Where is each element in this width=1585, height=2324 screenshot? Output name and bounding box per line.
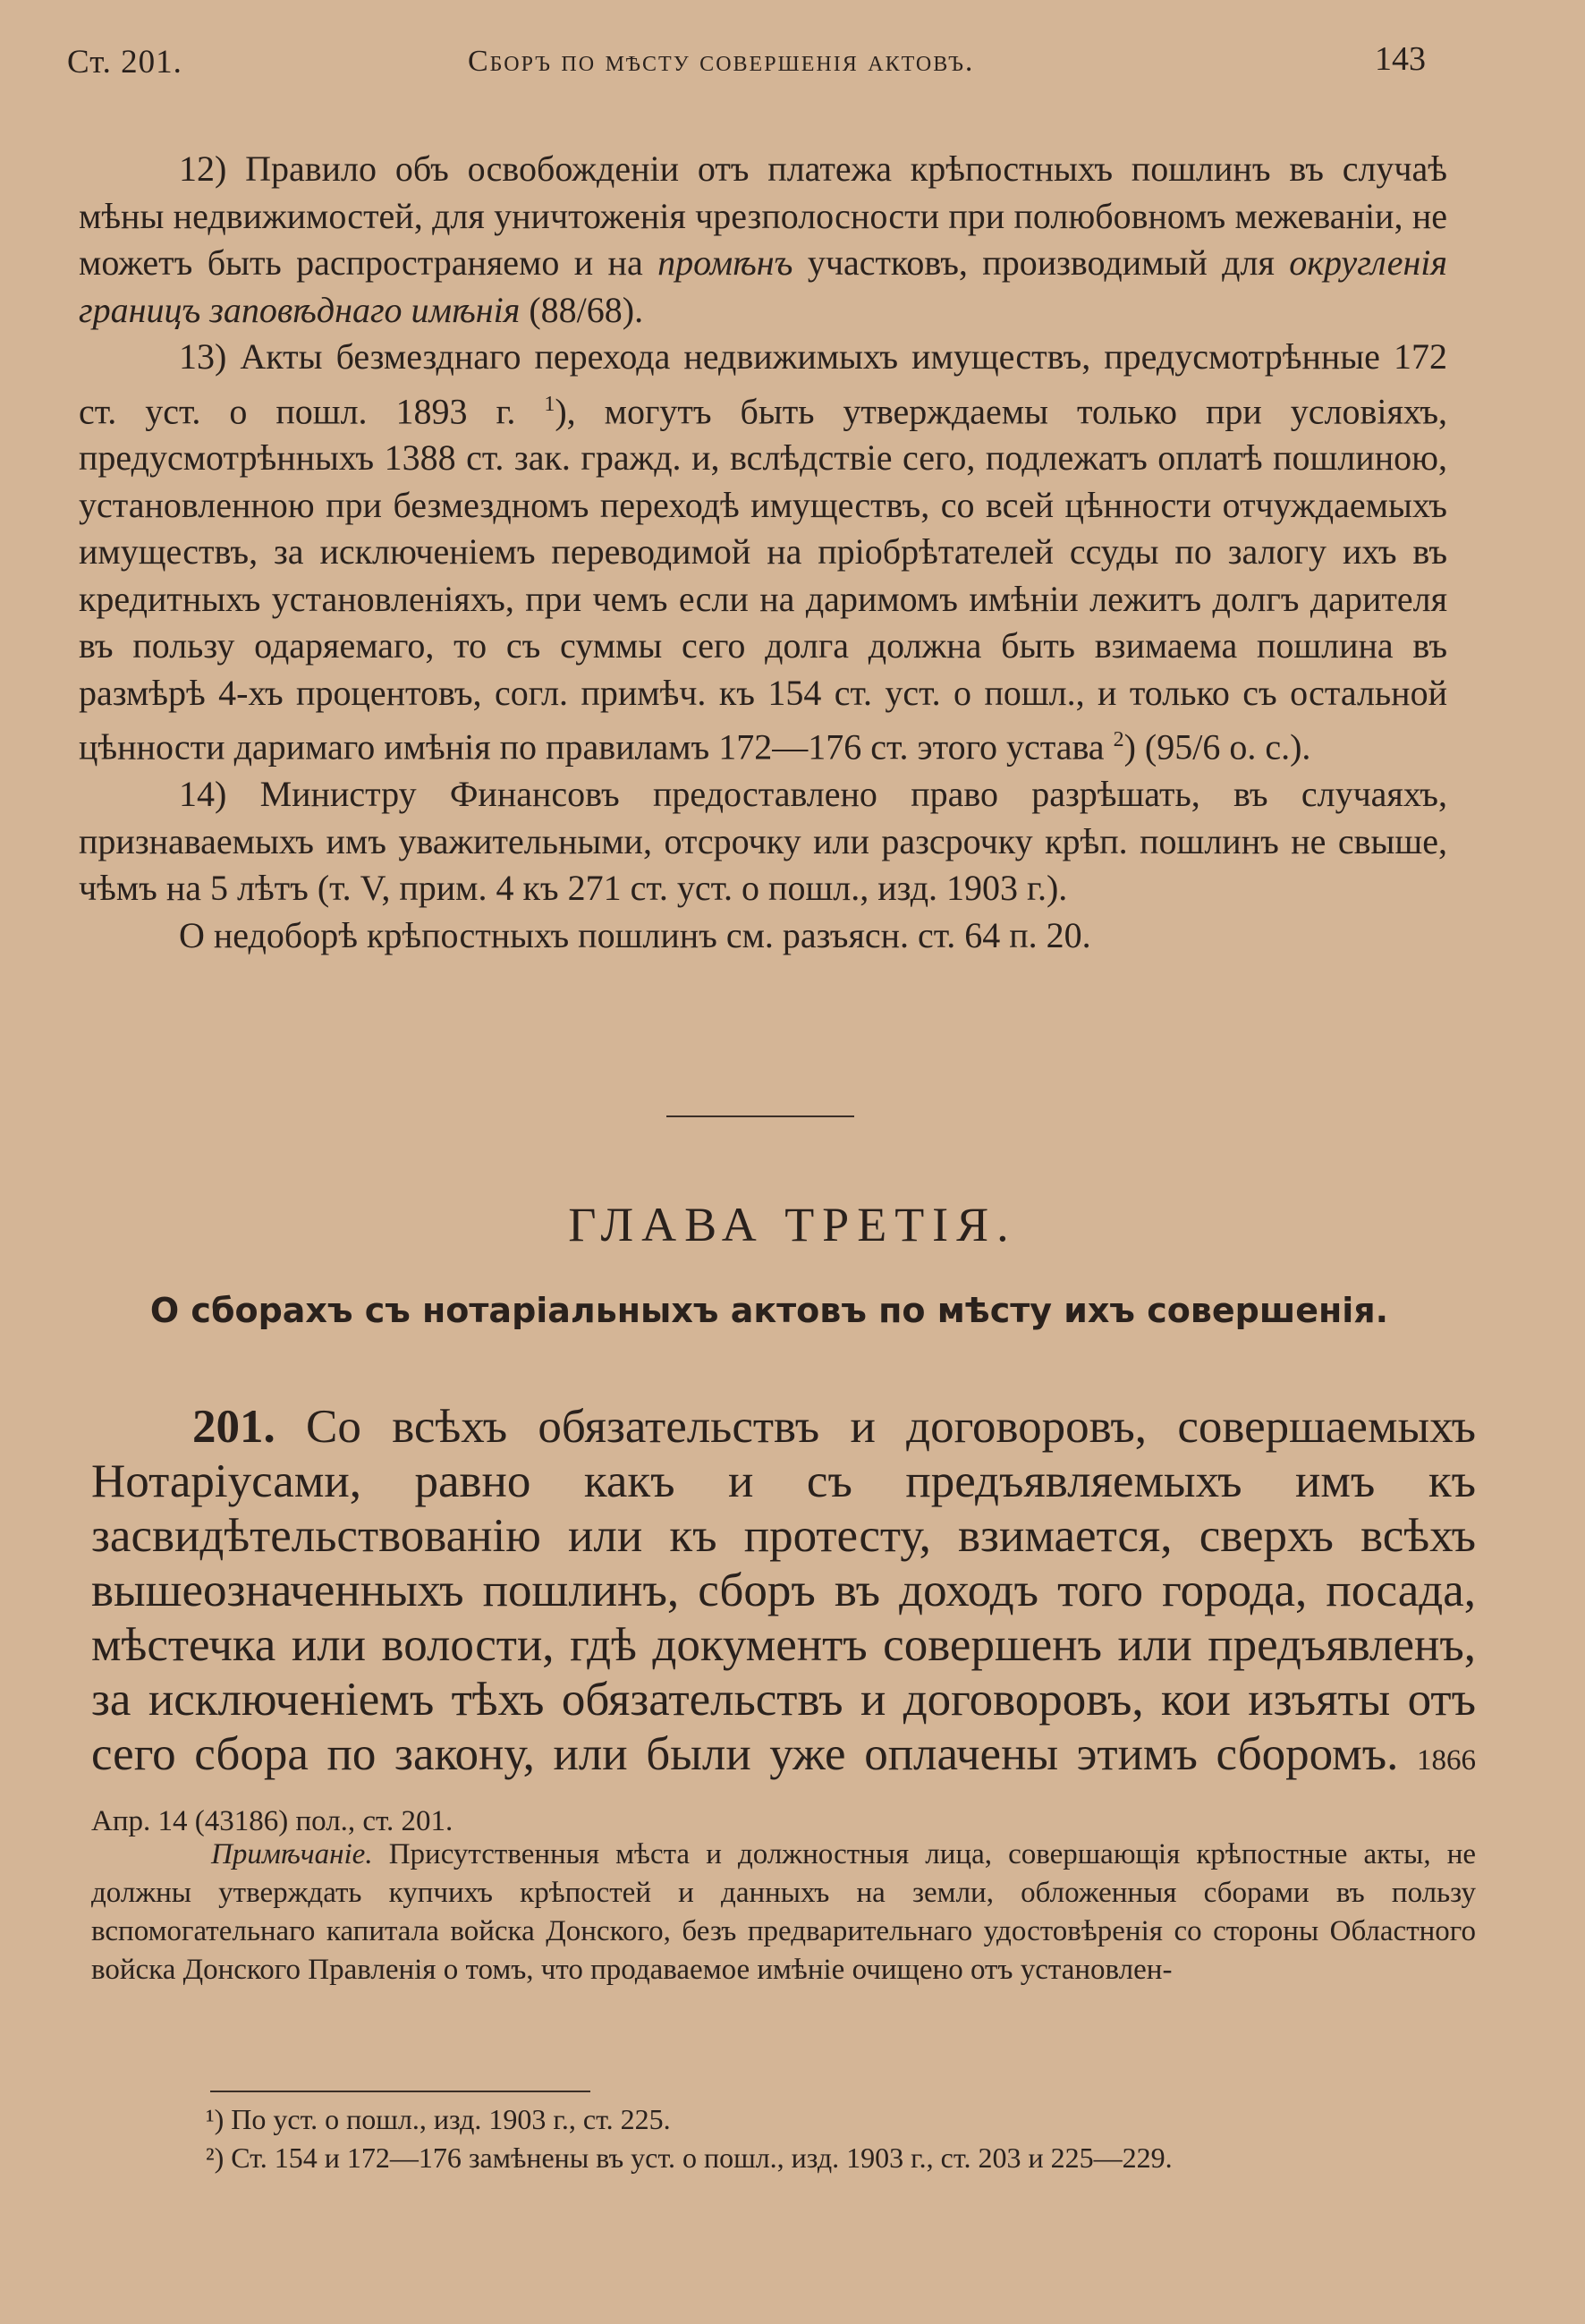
article-ref: Ст. 201. (67, 44, 182, 81)
paragraph-shortfall-ref: О недоборѣ крѣпостныхъ пошлинъ см. разъясн. ст. 64 п. 20. (179, 914, 1091, 955)
note (91, 1836, 1476, 1989)
note-label: Примѣчаніе. (211, 1838, 373, 1870)
article-source: 1866 Апр. 14 (43186) пол., ст. 201. (91, 1744, 1476, 1837)
chapter-subtitle: О сборахъ съ нотаріальныхъ актовъ по мѣсту ихъ совершенія. (149, 1291, 1389, 1330)
footnote-rule (210, 2091, 590, 2092)
footnote-2: ²) Ст. 154 и 172—176 замѣнены въ уст. о пошл., изд. 1903 г., ст. 203 и 225—229. (206, 2142, 1173, 2174)
article-201 (91, 1400, 1476, 1849)
upper-text-block (79, 146, 1447, 959)
note-text: Присутственныя мѣста и должностныя лица, совершающія крѣпостные акты, не должны утверждать купчихъ крѣпостей и данныхъ на земли, обложенныя сборами въ пользу вспомогательнаго капитала войска Донского, безъ предварительнаго удостовѣренія со стороны Областного войска Донского Правленія о томъ, что продаваемое имѣніе очищено отъ установлен- (91, 1838, 1476, 1986)
footnote-ref-2: 2 (1113, 728, 1124, 752)
paragraph-14: 14) Министру Финансовъ предоставлено право разрѣшать, въ случаяхъ, признаваемыхъ имъ уважительными, отсрочку или разсрочку крѣп. пошлинъ не свыше, чѣмъ на 5 лѣтъ (т. V, прим. 4 къ 271 ст. уст. о пошл., изд. 1903 г.). (79, 774, 1447, 909)
chapter-title: ГЛАВА ТРЕТІЯ. (568, 1198, 1017, 1251)
footnote-1: ¹) По уст. о пошл., изд. 1903 г., ст. 225. (206, 2103, 671, 2135)
page-number: 143 (1375, 40, 1426, 78)
article-number: 201. (192, 1401, 275, 1453)
article-text: Со всѣхъ обязательствъ и договоровъ, совершаемыхъ Нотаріусами, равно какъ и съ предъявляемыхъ имъ къ засвидѣтельствованію или къ протесту, взимается, сверхъ всѣхъ вышеозначенныхъ пошлинъ, сборъ въ доходъ того города, посада, мѣстечка или волости, гдѣ документъ совершенъ или предъявленъ, за исключеніемъ тѣхъ обязательствъ и договоровъ, кои изъяты отъ сего сбора по закону, или были уже оплачены этимъ сборомъ. (91, 1401, 1476, 1780)
running-title: Сборъ по мѣсту совершенія актовъ. (468, 45, 975, 78)
footnote-ref-1: 1 (544, 392, 555, 416)
paragraph-13: 13) Акты безмезднаго перехода недвижимыхъ имуществъ, предусмотрѣнные 172 ст. уст. о пошл. 1893 г. $^1$), могутъ быть утверждаемы только при условіяхъ, предусмотрѣнныхъ 1388 ст. зак. гражд. и, вслѣдствіе сего, подлежатъ оплатѣ пошлиною, установленною при безмездномъ переходѣ имуществъ, со всей цѣнности отчуждаемыхъ имуществъ, за исключеніемъ переводимой на пріобрѣтателей ссуды по залогу ихъ въ кредитныхъ установленіяхъ, при чемъ если на даримомъ имѣніи лежитъ долгъ дарителя въ пользу одаряемаго, то съ суммы сего долга должна быть взимаема пошлина въ размѣрѣ 4-хъ процентовъ, согл. примѣч. къ 154 ст. уст. о пошл., и только съ остальной цѣнности даримаго имѣнія по правиламъ 172—176 ст. этого устава $^2$) (95/6 о. с.). (79, 336, 1448, 768)
paragraph-12: 12) Правило объ освобожденіи отъ платежа крѣпостныхъ пошлинъ въ случаѣ мѣны недвижимостей, для уничтоженія чрезполосности при полюбовномъ межеваніи, не можетъ быть распространяемо и на промѣнъ участковъ, производимый для округленія границъ заповѣднаго имѣнія (88/68). (79, 148, 1448, 330)
section-divider (666, 1115, 854, 1117)
